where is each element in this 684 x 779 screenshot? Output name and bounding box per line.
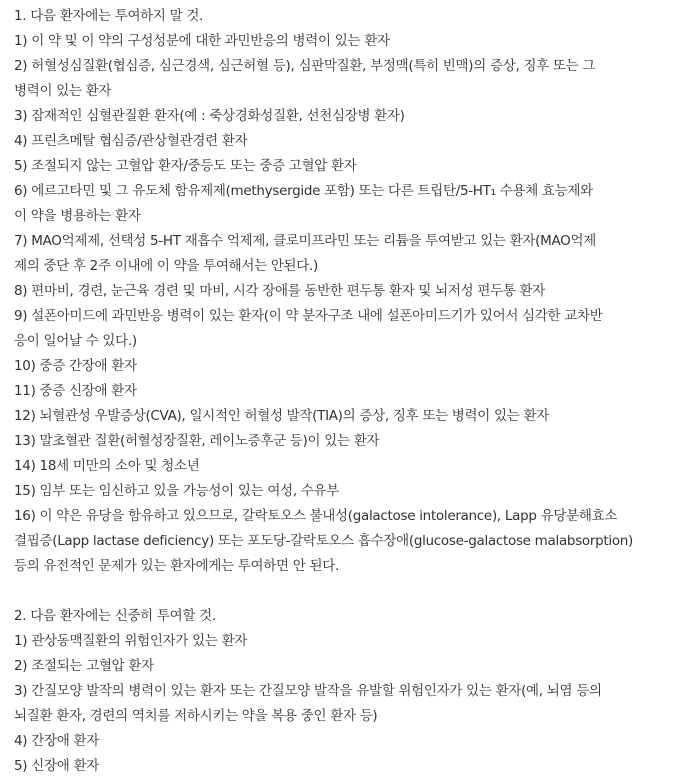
section1-line: 6) 에르고타민 및 그 유도체 함유제제(methysergide 포함) 또는 다른 트립탄/5-HT₁ 수용체 효능제와 [14, 183, 593, 199]
section1-line: 15) 임부 또는 임신하고 있을 가능성이 있는 여성, 수유부 [14, 483, 340, 499]
section1-line: 12) 뇌혈관성 우발증상(CVA), 일시적인 허혈성 발작(TIA)의 증상, 징후 또는 병력이 있는 환자 [14, 408, 549, 424]
section1-line: 13) 말초혈관 질환(허혈성장질환, 레이노증후군 등)이 있는 환자 [14, 433, 380, 449]
section1-heading: 1. 다음 환자에는 투여하지 말 것. [14, 8, 204, 24]
section1-line: 9) 설폰아미드에 과민반응 병력이 있는 환자(이 약 분자구조 내에 설폰아미드기가 있어서 심각한 교차반 [14, 308, 603, 324]
section2-line: 1) 관상동맥질환의 위험인자가 있는 환자 [14, 633, 248, 649]
section1-line: 1) 이 약 및 이 약의 구성성분에 대한 과민반응의 병력이 있는 환자 [14, 33, 390, 49]
section1-line: 7) MAO억제제, 선택성 5-HT 재흡수 억제제, 클로미프라민 또는 리튬을 투여받고 있는 환자(MAO억제 [14, 233, 596, 249]
section-spacer [14, 579, 678, 604]
section2-line: 5) 신장애 환자 [14, 758, 99, 774]
section1-line: 2) 허혈성심질환(협심증, 심근경색, 심근허혈 등), 심판막질환, 부정맥(특히 빈맥)의 증상, 징후 또는 그 [14, 58, 596, 74]
section2-line: 3) 간질모양 발작의 병력이 있는 환자 또는 간질모양 발작을 유발할 위험인자가 있는 환자(예, 뇌염 등의 [14, 683, 602, 699]
section1-line: 14) 18세 미만의 소아 및 청소년 [14, 458, 200, 474]
section1-line: 제의 중단 후 2주 이내에 이 약을 투여해서는 안된다.) [14, 258, 318, 274]
section1-line: 8) 편마비, 경련, 눈근육 경련 및 마비, 시각 장애를 동반한 편두통 환자 및 뇌저성 편두통 환자 [14, 283, 546, 299]
section1-line: 16) 이 약은 유당을 함유하고 있으므로, 갈락토오스 불내성(galactose intolerance), Lapp 유당분해효소 [14, 508, 618, 524]
section1-line: 5) 조절되지 않는 고혈압 환자/중등도 또는 중증 고혈압 환자 [14, 158, 357, 174]
section1-line: 10) 중증 간장애 환자 [14, 358, 137, 374]
section1-line: 병력이 있는 환자 [14, 83, 112, 99]
section1-line: 결핍증(Lapp lactase deficiency) 또는 포도당-갈락토오스 흡수장애(glucose-galactose malabsorption) [14, 533, 634, 549]
section2-heading: 2. 다음 환자에는 신중히 투여할 것. [14, 608, 216, 624]
section2-line: 2) 조절되는 고혈압 환자 [14, 658, 154, 674]
section1-line: 3) 잠재적인 심혈관질환 환자(예 : 죽상경화성질환, 선천심장병 환자) [14, 108, 405, 124]
section2-line: 4) 간장애 환자 [14, 733, 99, 749]
section1-line: 등의 유전적인 문제가 있는 환자에게는 투여하면 안 된다. [14, 558, 339, 574]
section1-line: 4) 프린츠메탈 협심증/관상혈관경련 환자 [14, 133, 248, 149]
section1-line: 11) 중증 신장애 환자 [14, 383, 137, 399]
section1-line: 응이 일어날 수 있다.) [14, 333, 137, 349]
section1-line: 이 약을 병용하는 환자 [14, 208, 141, 224]
section2-line: 뇌질환 환자, 경련의 역치를 저하시키는 약을 복용 중인 환자 등) [14, 708, 378, 724]
